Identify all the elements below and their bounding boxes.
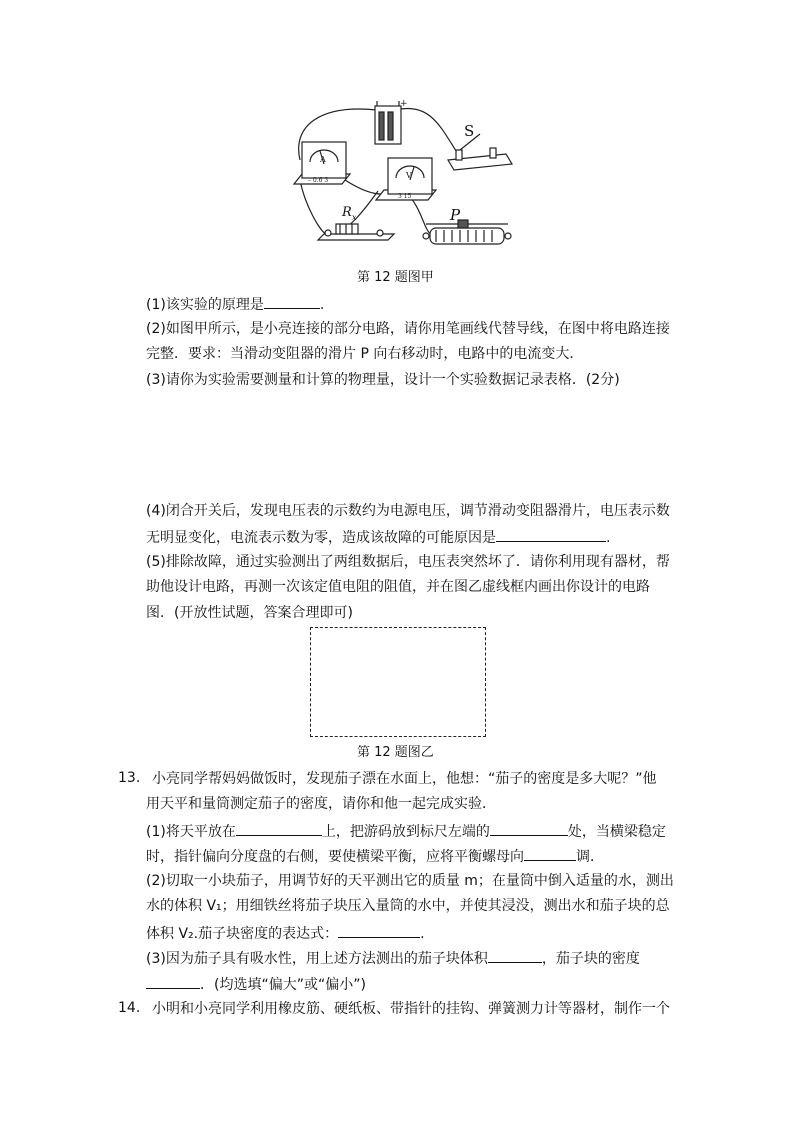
q12-part1-text: (1)该实验的原理是 [146, 297, 264, 313]
question-13-number: 13. [118, 770, 141, 786]
q13-line7-b: . [420, 926, 425, 942]
q12-part5-line2: 助他设计电路，再测一次该定值电阻的阻值，并在图乙虚线框内画出你设计的电路 [146, 579, 650, 595]
q12-part1 [146, 294, 324, 314]
rx-label: R [342, 205, 352, 220]
answer-blank[interactable] [496, 527, 606, 542]
answer-blank[interactable] [338, 923, 420, 938]
answer-blank[interactable] [490, 821, 568, 836]
q14-line1: 小明和小亮同学利用橡皮筋、硬纸板、带指针的挂钩、弹簧测力计等器材，制作一个 [152, 1001, 670, 1017]
rheostat [423, 220, 511, 244]
q13-line5: (2)切取一小块茄子，用调节好的天平测出它的质量 m；在量筒中倒入适量的水，测出 [146, 873, 674, 889]
q13-line3-c: 处，当横梁稳定 [567, 824, 666, 840]
q12-part2-line1: (2)如图甲所示，是小亮连接的部分电路，请你用笔画线代替导线，在图中将电路连接 [146, 321, 670, 337]
q13-line8-a: (3)因为茄子具有吸水性，用上述方法测出的茄子块体积 [146, 951, 488, 967]
circuit-figure-jia [280, 96, 520, 260]
battery [375, 101, 401, 144]
svg-text:– 0.6 3: – 0.6 3 [308, 177, 329, 184]
q13-line7-a: 体积 V₂.茄子块密度的表达式： [146, 926, 339, 942]
q13-line8 [146, 948, 640, 968]
q13-line7 [146, 923, 425, 943]
q12-part5-line3: 图．(开放性试题，答案合理即可) [146, 605, 353, 621]
q13-line3 [146, 821, 666, 841]
q13-line4-b: 调． [576, 849, 604, 865]
svg-text:A: A [320, 155, 326, 164]
q13-line9 [146, 974, 366, 994]
circuit-drawing-box[interactable] [310, 627, 486, 737]
switch-label: S [464, 122, 475, 140]
svg-text:V: V [406, 171, 412, 180]
voltmeter [376, 158, 436, 200]
answer-blank[interactable] [524, 846, 576, 861]
q13-line3-a: (1)将天平放在 [146, 824, 236, 840]
resistor-rx [318, 224, 394, 240]
q13-line4 [146, 846, 604, 866]
q13-line8-b: ，茄子块的密度 [541, 951, 640, 967]
q13-line2: 用天平和量筒测定茄子的密度，请你和他一起完成实验． [146, 796, 496, 812]
svg-text:3 15: 3 15 [398, 193, 412, 200]
q13-line6: 水的体积 V₁；用细铁丝将茄子块压入量筒的水中，并使其浸没，测出水和茄子块的总 [146, 898, 670, 914]
q12-part3: (3)请你为实验需要测量和计算的物理量，设计一个实验数据记录表格．(2分) [146, 372, 620, 388]
q13-line9-text: ．(均选填“偏大”或“偏小”) [200, 977, 366, 993]
question-14-number: 14. [118, 1000, 141, 1016]
answer-blank[interactable] [146, 974, 200, 989]
q12-part2-line2: 完整．要求：当滑动变阻器的滑片 P 向右移动时，电路中的电流变大． [146, 346, 584, 362]
switch-s [448, 134, 512, 170]
q12-part5-line1: (5)排除故障，通过实验测出了两组数据后，电压表突然坏了．请你利用现有器材，帮 [146, 554, 670, 570]
answer-blank[interactable] [264, 294, 320, 309]
rx-sub-label: x [352, 213, 357, 222]
q13-line3-b: 上，把游码放到标尺左端的 [321, 824, 490, 840]
q12-part4-text: 无明显变化，电流表示数为零，造成该故障的可能原因是 [146, 530, 496, 546]
q13-line4-a: 时，指针偏向分度盘的右侧，要使横梁平衡，应将平衡螺母向 [146, 849, 524, 865]
figure-yi-caption: 第 12 题图乙 [357, 745, 434, 760]
answer-blank[interactable] [488, 948, 542, 963]
answer-blank[interactable] [236, 821, 322, 836]
q12-part4-line2 [146, 527, 610, 547]
q12-part4-end: . [606, 530, 611, 546]
figure-jia-caption: 第 12 题图甲 [357, 270, 434, 285]
q13-line1: 小亮同学帮妈妈做饭时，发现茄子漂在水面上，他想：“茄子的密度是多大呢？”他 [152, 771, 657, 787]
q12-part1-end: . [319, 297, 325, 313]
slider-p-label: P [450, 206, 461, 224]
ammeter [294, 142, 350, 184]
q12-part4-line1: (4)闭合开关后，发现电压表的示数约为电源电压，调节滑动变阻器滑片，电压表示数 [146, 503, 670, 519]
battery-plus-label: + [400, 99, 408, 109]
